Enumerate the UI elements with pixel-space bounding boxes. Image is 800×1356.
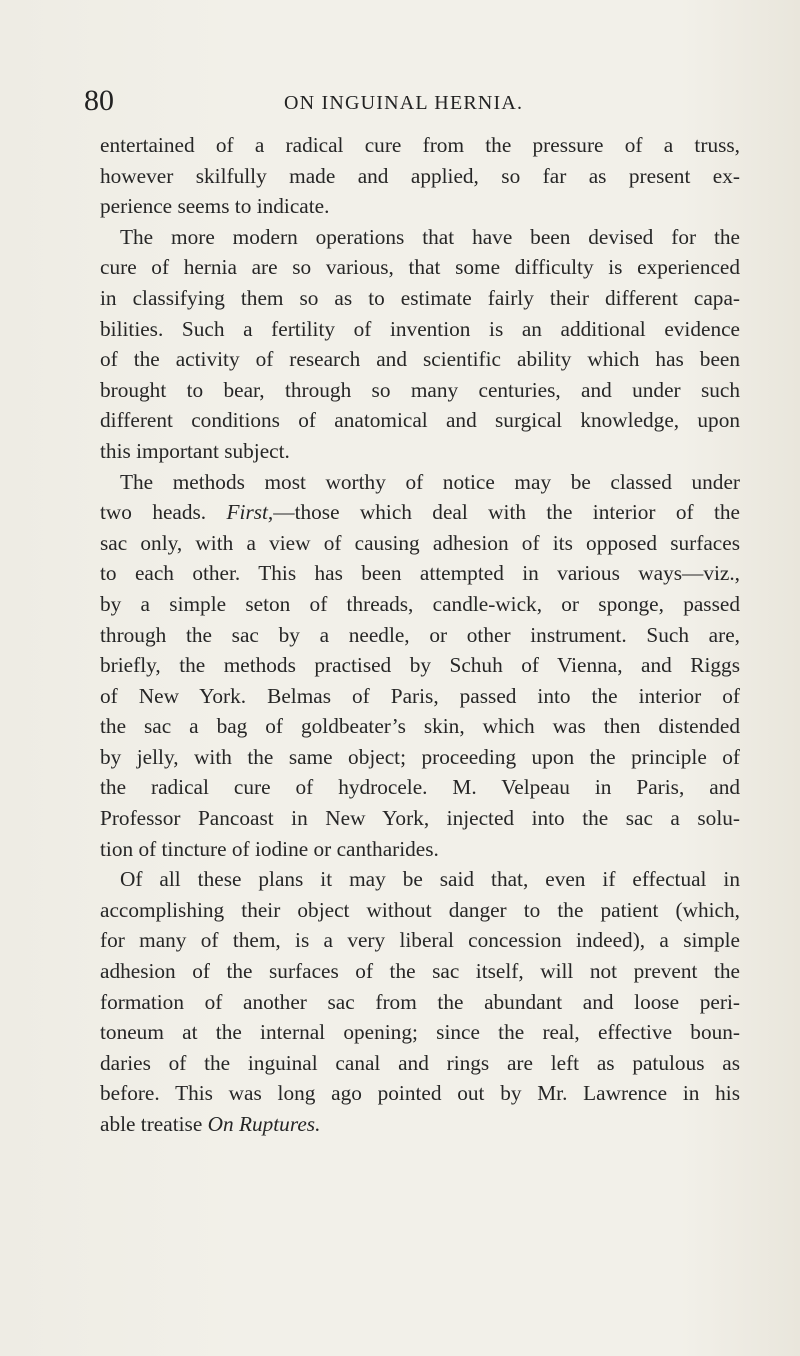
text-line: accomplishing their object without danger to the patient (which, [100,897,740,922]
text-line: bilities. Such a fertility of invention is an additional evidence [100,316,740,341]
text-fragment: —those which deal with the interior of the [273,500,740,525]
text-line: adhesion of the surfaces of the sac itself, will not prevent the [100,959,740,984]
text-line: brought to bear, through so many centuries, and under such [100,377,740,402]
body-text [100,130,740,1140]
text-line: The methods most worthy of notice may be classed under [120,469,740,494]
text-line: through the sac by a needle, or other instrument. Such are, [100,622,740,647]
paragraph-3 [100,467,740,865]
text-line: the sac a bag of goldbeater’s skin, which was then distended [100,714,740,739]
text-line: daries of the inguinal canal and rings are left as patulous as [100,1050,740,1075]
text-line: different conditions of anatomical and surgical knowledge, upon [100,408,740,433]
text-line: to each other. This has been attempted in various ways—viz., [100,561,740,586]
text-line: however skilfully made and applied, so far as present ex- [100,163,740,188]
text-line: before. This was long ago pointed out by Mr. Lawrence in his [100,1081,740,1106]
text-line: in classifying them so as to estimate fairly their different capa- [100,285,740,310]
text-fragment: able treatise [100,1112,208,1136]
text-fragment: two heads. [100,500,227,525]
paragraph-4 [100,864,740,1139]
text-line: briefly, the methods practised by Schuh of Vienna, and Riggs [100,653,740,678]
text-line: of New York. Belmas of Paris, passed into the interior of [100,683,740,708]
text-line: tion of tincture of iodine or cantharides. [100,836,439,861]
text-line: sac only, with a view of causing adhesion of its opposed surfaces [100,530,740,555]
text-line: Of all these plans it may be said that, even if effectual in [120,867,740,892]
text-line: for many of them, is a very liberal concession indeed), a simple [100,928,740,953]
text-line: by a simple seton of threads, candle-wick, or sponge, passed [100,591,740,616]
text-line: by jelly, with the same object; proceeding upon the principle of [100,744,740,769]
paragraph-2 [100,222,740,467]
text-line: formation of another sac from the abundant and loose peri- [100,989,740,1014]
text-line: of the activity of research and scientific ability which has been [100,347,740,372]
running-head: ON INGUINAL HERNIA. [284,92,524,114]
italic-first: First, [226,500,274,525]
paragraph-1 [100,130,740,222]
text-line: The more modern operations that have been devised for the [120,224,740,249]
text-line: the radical cure of hydrocele. M. Velpeau in Paris, and [100,775,740,800]
page-header [84,86,740,126]
text-line: cure of hernia are so various, that some difficulty is experienced [100,255,740,280]
text-line: perience seems to indicate. [100,194,330,219]
page-number: 80 [84,84,114,117]
text-line: this important subject. [100,438,290,463]
text-line: entertained of a radical cure from the pressure of a truss, [100,133,740,157]
text-line [100,1109,740,1140]
text-line: Professor Pancoast in New York, injected into the sac a solu- [100,806,740,831]
text-line [100,497,740,528]
italic-title: On Ruptures. [207,1112,321,1136]
text-line: toneum at the internal opening; since the real, effective boun- [100,1020,740,1045]
